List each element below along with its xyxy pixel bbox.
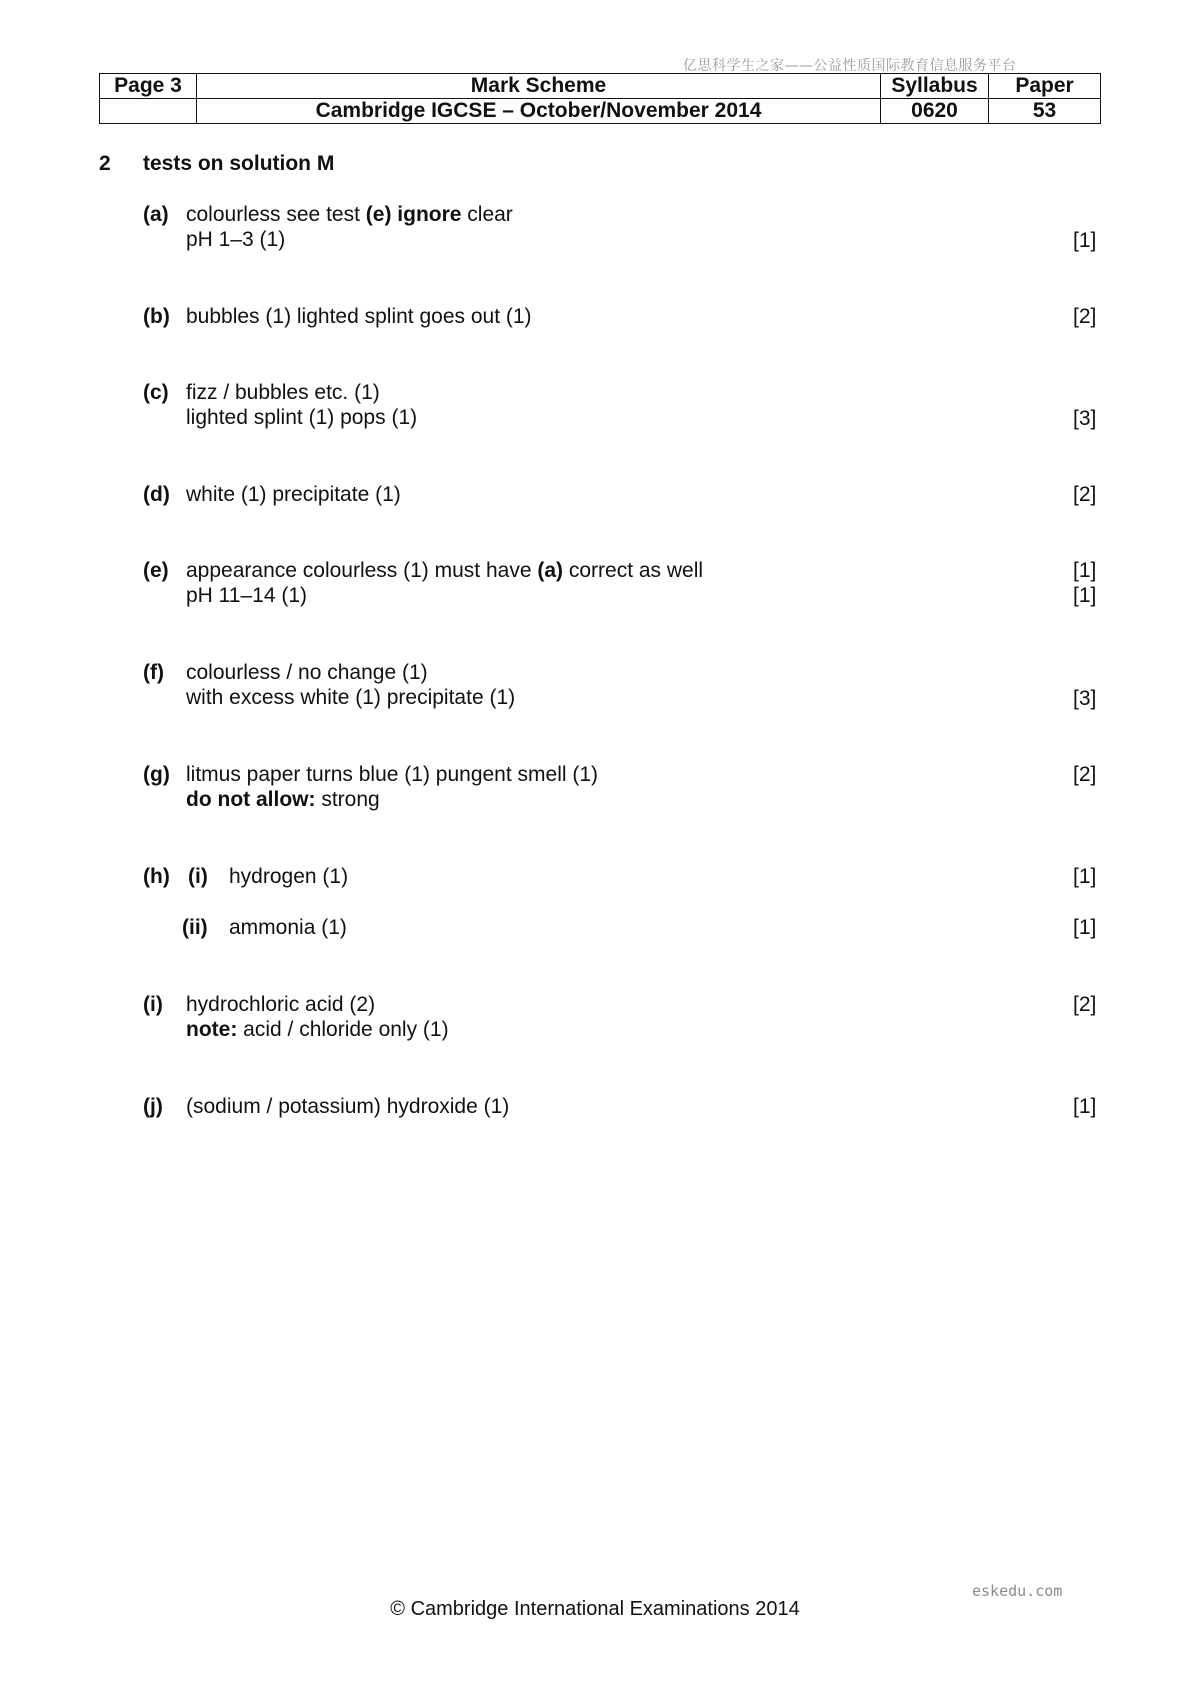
part-c-mark: [3] <box>1073 407 1097 430</box>
part-i-line2: note: acid / chloride only (1) <box>186 1018 449 1041</box>
part-e-line2: pH 11–14 (1) <box>186 584 308 607</box>
part-f-line1: colourless / no change (1) <box>186 661 428 684</box>
part-b-mark: [2] <box>1073 305 1097 328</box>
question-title: tests on solution M <box>143 152 335 175</box>
page-label: Page 3 <box>100 74 197 99</box>
part-a-label: (a) <box>143 203 169 226</box>
part-h-i-text: hydrogen (1) <box>229 865 349 888</box>
part-b-label: (b) <box>143 305 170 328</box>
document-title: Mark Scheme <box>197 74 881 99</box>
part-c-line1: fizz / bubbles etc. (1) <box>186 381 380 404</box>
part-g-line2: do not allow: strong <box>186 788 380 811</box>
part-i-mark: [2] <box>1073 993 1097 1016</box>
footer-copyright: © Cambridge International Examinations 2014 <box>390 1598 800 1620</box>
part-g-label: (g) <box>143 763 170 786</box>
part-d-mark: [2] <box>1073 483 1097 506</box>
part-b-line1: bubbles (1) lighted splint goes out (1) <box>186 305 532 328</box>
part-a-line1: colourless see test (e) ignore clear <box>186 203 513 226</box>
part-c-label: (c) <box>143 381 169 404</box>
part-h-i-mark: [1] <box>1073 865 1097 888</box>
part-a-line2: pH 1–3 (1) <box>186 228 286 251</box>
part-d-label: (d) <box>143 483 170 506</box>
part-a-mark: [1] <box>1073 229 1097 252</box>
header-table <box>99 73 1101 124</box>
part-e-line1: appearance colourless (1) must have (a) correct as well <box>186 559 704 582</box>
syllabus-code: 0620 <box>881 99 989 124</box>
document-subtitle: Cambridge IGCSE – October/November 2014 <box>197 99 881 124</box>
part-j-line1: (sodium / potassium) hydroxide (1) <box>186 1095 510 1118</box>
part-i-label: (i) <box>143 993 163 1016</box>
part-h-ii-text: ammonia (1) <box>229 916 347 939</box>
watermark-top: 亿思科学生之家——公益性质国际教育信息服务平台 <box>683 58 1017 74</box>
question-number: 2 <box>99 152 111 175</box>
paper-label: Paper <box>989 74 1101 99</box>
part-j-mark: [1] <box>1073 1095 1097 1118</box>
part-g-line1: litmus paper turns blue (1) pungent smell (1) <box>186 763 599 786</box>
part-d-line1: white (1) precipitate (1) <box>186 483 401 506</box>
part-e-label: (e) <box>143 559 169 582</box>
part-e-mark-2: [1] <box>1073 584 1097 607</box>
paper-code: 53 <box>989 99 1101 124</box>
part-f-mark: [3] <box>1073 687 1097 710</box>
part-j-label: (j) <box>143 1095 163 1118</box>
part-h-ii-mark: [1] <box>1073 916 1097 939</box>
syllabus-label: Syllabus <box>881 74 989 99</box>
blank-cell <box>100 99 197 124</box>
part-h-label: (h) <box>143 865 170 888</box>
part-g-mark: [2] <box>1073 763 1097 786</box>
part-f-label: (f) <box>143 661 164 684</box>
part-i-line1: hydrochloric acid (2) <box>186 993 376 1016</box>
part-f-line2: with excess white (1) precipitate (1) <box>186 686 516 709</box>
part-h-i-label: (i) <box>188 865 208 888</box>
part-h-ii-label: (ii) <box>182 916 208 939</box>
part-e-mark-1: [1] <box>1073 559 1097 582</box>
watermark-bottom: eskedu.com <box>972 1582 1063 1600</box>
part-c-line2: lighted splint (1) pops (1) <box>186 406 418 429</box>
